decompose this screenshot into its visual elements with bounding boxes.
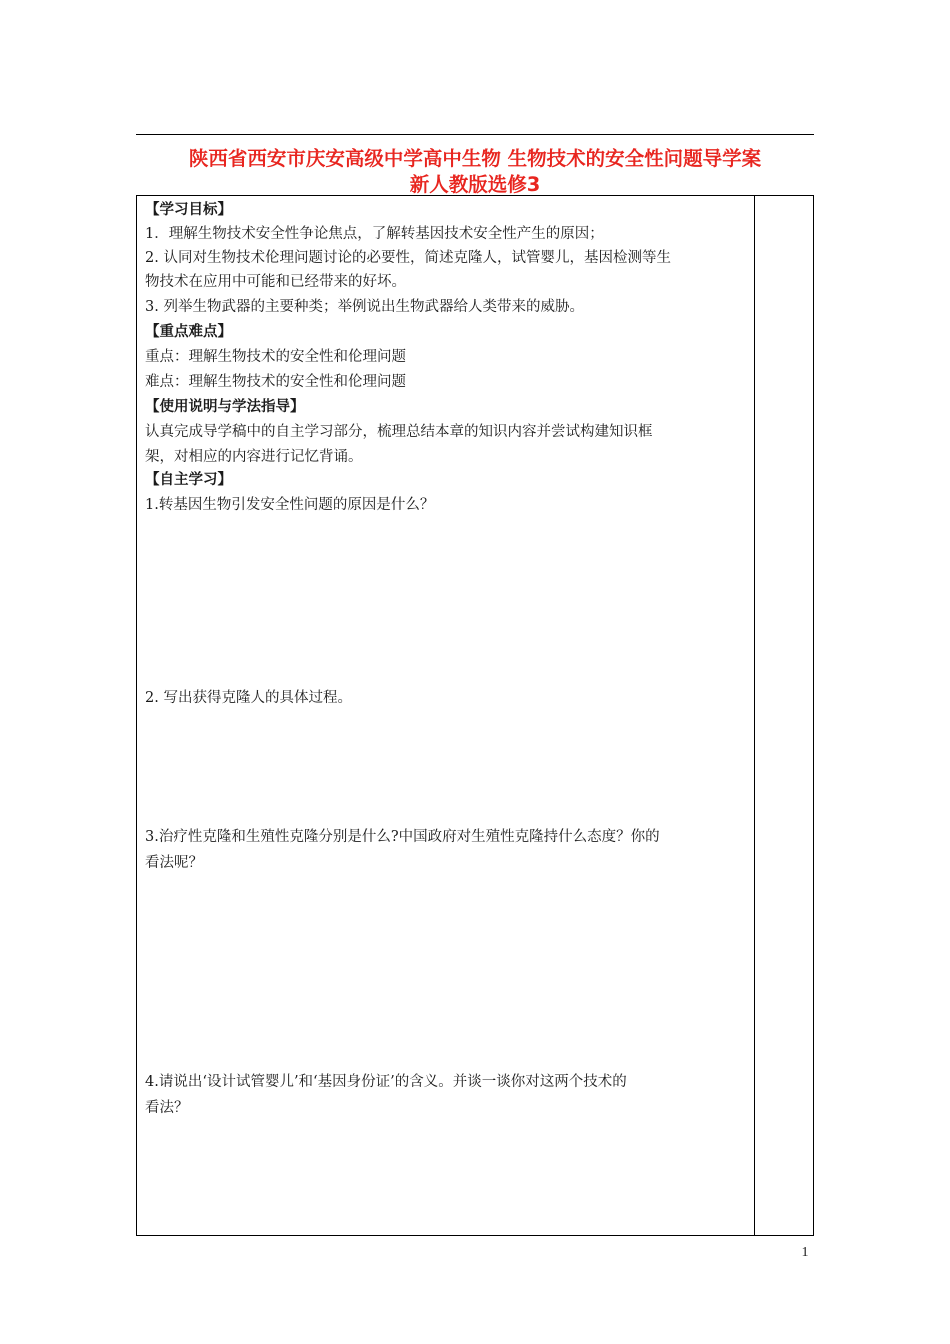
question-1: 1.转基因生物引发安全性问题的原因是什么？ [145,497,435,513]
goal-2-line-1: 2. 认同对生物技术伦理问题讨论的必要性，简述克隆人，试管婴儿，基因检测等生 [145,250,671,266]
content-cell [137,196,754,1235]
header-rule [136,134,814,135]
question-3-line-1: 3.治疗性克隆和生殖性克隆分别是什么?中国政府对生殖性克隆持什么态度？你的 [145,829,660,845]
question-3-line-2: 看法呢？ [145,855,203,871]
goal-3: 3. 列举生物武器的主要种类；举例说出生物武器给人类带来的威胁。 [145,299,584,315]
key-point: 重点：理解生物技术的安全性和伦理问题 [145,349,406,365]
goal-1: 1．理解生物技术安全性争论焦点，了解转基因技术安全性产生的原因； [145,226,604,242]
page-number: 1 [801,1245,809,1260]
question-4-line-2: 看法？ [145,1100,189,1116]
document-title: 陕西省西安市庆安高级中学高中生物 生物技术的安全性问题导学案 [188,147,762,170]
self-study-heading: 【自主学习】 [145,472,232,488]
notes-column [755,196,813,1235]
key-heading: 【重点难点】 [145,324,232,340]
question-2: 2. 写出获得克隆人的具体过程。 [145,690,352,706]
question-4-line-1: 4.请说出‘设计试管婴儿’和‘基因身份证’的含义。并谈一谈你对这两个技术的 [145,1074,627,1090]
difficult-point: 难点：理解生物技术的安全性和伦理问题 [145,374,406,390]
goal-2-line-2: 物技术在应用中可能和已经带来的好坏。 [145,274,406,290]
goals-heading: 【学习目标】 [145,202,232,218]
worksheet-table [136,195,814,1236]
usage-line-2: 架，对相应的内容进行记忆背诵。 [145,449,363,465]
usage-heading: 【使用说明与学法指导】 [145,399,305,415]
document-subtitle: 新人教版选修3 [409,173,541,196]
usage-line-1: 认真完成导学稿中的自主学习部分，梳理总结本章的知识内容并尝试构建知识框 [145,424,653,440]
